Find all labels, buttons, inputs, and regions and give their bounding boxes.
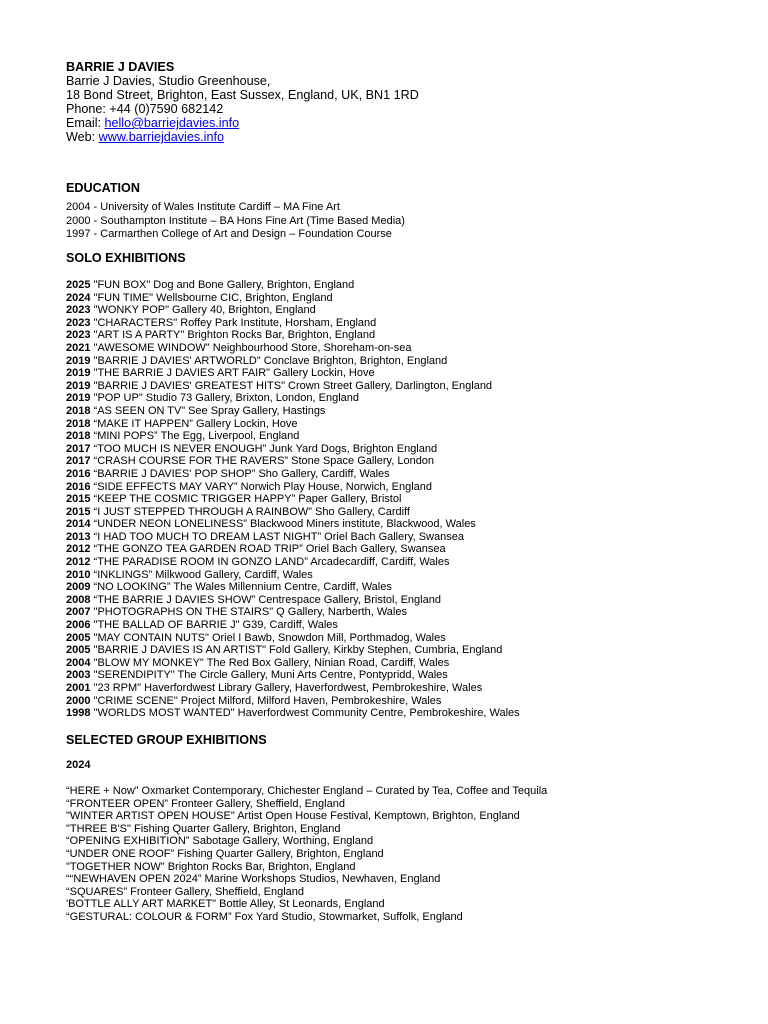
solo-exhibition-item bbox=[66, 304, 520, 317]
exhibition-details: “AS SEEN ON TV” See Spray Gallery, Hastings bbox=[90, 404, 326, 417]
solo-exhibition-item bbox=[66, 493, 520, 506]
solo-exhibition-item bbox=[66, 657, 520, 670]
exhibition-year: 2018 bbox=[66, 430, 91, 443]
group-exhibition-item: 'BOTTLE ALLY ART MARKET" Bottle Alley, St Leonards, England bbox=[66, 898, 385, 911]
solo-exhibition-item bbox=[66, 644, 520, 657]
exhibition-details: “THE BARRIE J DAVIES SHOW” Centrespace Gallery, Bristol, England bbox=[90, 593, 441, 606]
exhibition-details: "WONKY POP" Gallery 40, Brighton, England bbox=[90, 304, 316, 317]
phone: Phone: +44 (0)7590 682142 bbox=[66, 102, 224, 116]
exhibition-year: 2005 bbox=[66, 644, 91, 657]
exhibition-year: 2000 bbox=[66, 694, 91, 707]
group-exhibition-item: “GESTURAL: COLOUR & FORM” Fox Yard Studio, Stowmarket, Suffolk, England bbox=[66, 910, 463, 923]
exhibition-year: 2019 bbox=[66, 354, 91, 367]
solo-exhibition-item bbox=[66, 405, 520, 418]
exhibition-year: 2013 bbox=[66, 530, 91, 543]
exhibition-year: 2019 bbox=[66, 379, 91, 392]
email-row bbox=[66, 116, 419, 130]
solo-exhibition-item bbox=[66, 569, 520, 582]
exhibition-year: 2004 bbox=[66, 656, 91, 669]
group-exhibition-item: “SQUARES” Fronteer Gallery, Sheffield, England bbox=[66, 885, 305, 898]
exhibition-details: "ART IS A PARTY" Brighton Rocks Bar, Brighton, England bbox=[90, 329, 376, 342]
exhibition-year: 2001 bbox=[66, 682, 91, 694]
solo-exhibitions-heading: SOLO EXHIBITIONS bbox=[66, 251, 186, 265]
exhibition-year: 2006 bbox=[66, 619, 91, 632]
group-exhibition-item: "WINTER ARTIST OPEN HOUSE" Artist Open House Festival, Kemptown, Brighton, England bbox=[66, 810, 520, 823]
solo-exhibition-item bbox=[66, 682, 520, 695]
email-link[interactable]: hello@barriejdavies.info bbox=[104, 116, 240, 130]
exhibition-year: 2018 bbox=[66, 417, 91, 430]
solo-exhibition-item bbox=[66, 619, 520, 632]
exhibition-year: 1998 bbox=[66, 707, 91, 720]
web-row bbox=[66, 130, 419, 144]
exhibition-year: 2014 bbox=[66, 518, 91, 531]
group-exhibition-item: “OPENING EXHIBITION” Sabotage Gallery, Worthing, England bbox=[66, 835, 374, 848]
solo-exhibitions-list bbox=[66, 279, 520, 720]
exhibition-year: 2021 bbox=[66, 341, 91, 354]
solo-exhibition-item bbox=[66, 695, 520, 708]
group-exhibition-item: "TOGETHER NOW" Brighton Rocks Bar, Brighton, England bbox=[66, 860, 356, 873]
education-list bbox=[66, 201, 405, 242]
exhibition-year: 2019 bbox=[66, 392, 91, 405]
exhibition-year: 2010 bbox=[66, 568, 91, 581]
group-exhibitions-list bbox=[66, 785, 547, 924]
solo-exhibition-item bbox=[66, 543, 520, 556]
solo-exhibition-item bbox=[66, 606, 520, 619]
exhibition-details: "PHOTOGRAPHS ON THE STAIRS" Q Gallery, Narberth, Wales bbox=[90, 606, 407, 619]
exhibition-details: "CRIME SCENE" Project Milford, Milford Haven, Pembrokeshire, Wales bbox=[90, 694, 442, 707]
education-item: 1997 - Carmarthen College of Art and Design – Foundation Course bbox=[66, 228, 392, 241]
exhibition-year: 2012 bbox=[66, 556, 91, 569]
exhibition-year: 2023 bbox=[66, 316, 91, 329]
solo-exhibition-item bbox=[66, 707, 520, 720]
solo-exhibition-item bbox=[66, 556, 520, 569]
group-exhibition-item: ““NEWHAVEN OPEN 2024” Marine Workshops Studios, Newhaven, England bbox=[66, 873, 441, 886]
solo-exhibition-item bbox=[66, 292, 520, 305]
exhibition-details: "MAY CONTAIN NUTS" Oriel I Bawb, Snowdon Mill, Porthmadog, Wales bbox=[90, 631, 446, 644]
group-year-heading: 2024 bbox=[66, 759, 91, 771]
solo-exhibition-item bbox=[66, 455, 520, 468]
solo-exhibition-item bbox=[66, 531, 520, 544]
exhibition-year: 2012 bbox=[66, 543, 91, 556]
exhibition-year: 2005 bbox=[66, 631, 91, 644]
solo-exhibition-item bbox=[66, 329, 520, 342]
exhibition-details: “MINI POPS” The Egg, Liverpool, England bbox=[90, 430, 300, 443]
exhibition-year: 2008 bbox=[66, 593, 91, 606]
solo-exhibition-item bbox=[66, 468, 520, 481]
solo-exhibition-item bbox=[66, 392, 520, 405]
exhibition-year: 2015 bbox=[66, 493, 91, 506]
contact-header bbox=[66, 60, 419, 144]
exhibition-year: 2019 bbox=[66, 367, 91, 380]
exhibition-details: “SIDE EFFECTS MAY VARY” Norwich Play House, Norwich, England bbox=[90, 480, 432, 493]
group-exhibition-item: "THREE B'S" Fishing Quarter Gallery, Brighton, England bbox=[66, 822, 341, 835]
exhibition-year: 2007 bbox=[66, 606, 91, 619]
exhibition-details: "FUN BOX" Dog and Bone Gallery, Brighton, England bbox=[90, 279, 355, 291]
solo-exhibition-item bbox=[66, 594, 520, 607]
exhibition-year: 2018 bbox=[66, 404, 91, 417]
solo-exhibition-item bbox=[66, 367, 520, 380]
exhibition-year: 2024 bbox=[66, 291, 91, 304]
education-heading: EDUCATION bbox=[66, 181, 140, 195]
exhibition-year: 2023 bbox=[66, 329, 91, 342]
education-item: 2004 - University of Wales Institute Cardiff – MA Fine Art bbox=[66, 201, 340, 213]
solo-exhibition-item bbox=[66, 632, 520, 645]
exhibition-year: 2015 bbox=[66, 505, 91, 518]
exhibition-details: “KEEP THE COSMIC TRIGGER HAPPY” Paper Gallery, Bristol bbox=[90, 493, 402, 506]
web-link[interactable]: www.barriejdavies.info bbox=[98, 130, 224, 144]
exhibition-details: "FUN TIME" Wellsbourne CIC, Brighton, England bbox=[90, 291, 333, 304]
exhibition-details: “CRASH COURSE FOR THE RAVERS” Stone Space Gallery, London bbox=[90, 455, 435, 468]
exhibition-details: "BLOW MY MONKEY" The Red Box Gallery, Ninian Road, Cardiff, Wales bbox=[90, 656, 450, 669]
group-exhibition-item: “UNDER ONE ROOF” Fishing Quarter Gallery, Brighton, England bbox=[66, 847, 384, 860]
exhibition-details: "BARRIE J DAVIES IS AN ARTIST" Fold Gallery, Kirkby Stephen, Cumbria, England bbox=[90, 644, 503, 657]
solo-exhibition-item bbox=[66, 418, 520, 431]
exhibition-year: 2017 bbox=[66, 442, 91, 455]
exhibition-details: “THE GONZO TEA GARDEN ROAD TRIP” Oriel Bach Gallery, Swansea bbox=[90, 543, 446, 556]
solo-exhibition-item bbox=[66, 380, 520, 393]
exhibition-year: 2016 bbox=[66, 480, 91, 493]
exhibition-details: "23 RPM" Haverfordwest Library Gallery, Haverfordwest, Pembrokeshire, Wales bbox=[90, 682, 483, 694]
exhibition-year: 2009 bbox=[66, 581, 91, 594]
group-exhibitions-heading: SELECTED GROUP EXHIBITIONS bbox=[66, 733, 267, 747]
solo-exhibition-item bbox=[66, 355, 520, 368]
exhibition-year: 2025 bbox=[66, 279, 91, 291]
solo-exhibition-item bbox=[66, 279, 520, 292]
education-item: 2000 - Southampton Institute – BA Hons Fine Art (Time Based Media) bbox=[66, 214, 405, 227]
solo-exhibition-item bbox=[66, 443, 520, 456]
group-exhibition-item: “HERE + Now” Oxmarket Contemporary, Chichester England – Curated by Tea, Coffee and Tequila bbox=[66, 785, 548, 797]
exhibition-details: "BARRIE J DAVIES' ARTWORLD" Conclave Brighton, Brighton, England bbox=[90, 354, 448, 367]
address-line-1: Barrie J Davies, Studio Greenhouse, bbox=[66, 74, 271, 88]
group-exhibition-item: “FRONTEER OPEN” Fronteer Gallery, Sheffield, England bbox=[66, 797, 345, 810]
solo-exhibition-item bbox=[66, 518, 520, 531]
exhibition-details: “THE PARADISE ROOM IN GONZO LAND” Arcadecardiff, Cardiff, Wales bbox=[90, 556, 450, 569]
solo-exhibition-item bbox=[66, 317, 520, 330]
email-label: Email: bbox=[66, 116, 105, 130]
exhibition-year: 2016 bbox=[66, 467, 91, 480]
exhibition-details: “BARRIE J DAVIES' POP SHOP” Sho Gallery, Cardiff, Wales bbox=[90, 467, 390, 480]
exhibition-details: “NO LOOKING” The Wales Millennium Centre, Cardiff, Wales bbox=[90, 581, 392, 594]
exhibition-details: "THE BARRIE J DAVIES ART FAIR" Gallery Lockin, Hove bbox=[90, 367, 375, 380]
address-line-2: 18 Bond Street, Brighton, East Sussex, England, UK, BN1 1RD bbox=[66, 88, 419, 102]
solo-exhibition-item bbox=[66, 669, 520, 682]
exhibition-details: "THE BALLAD OF BARRIE J" G39, Cardiff, Wales bbox=[90, 619, 338, 632]
solo-exhibition-item bbox=[66, 506, 520, 519]
web-label: Web: bbox=[66, 130, 99, 144]
solo-exhibition-item bbox=[66, 481, 520, 494]
exhibition-year: 2017 bbox=[66, 455, 91, 468]
exhibition-details: “INKLINGS” Milkwood Gallery, Cardiff, Wales bbox=[90, 568, 313, 581]
exhibition-year: 2023 bbox=[66, 304, 91, 317]
solo-exhibition-item bbox=[66, 581, 520, 594]
exhibition-details: "SERENDIPITY" The Circle Gallery, Muni Arts Centre, Pontypridd, Wales bbox=[90, 669, 448, 682]
exhibition-details: "POP UP" Studio 73 Gallery, Brixton, London, England bbox=[90, 392, 359, 405]
solo-exhibition-item bbox=[66, 342, 520, 355]
exhibition-details: “MAKE IT HAPPEN” Gallery Lockin, Hove bbox=[90, 417, 298, 430]
artist-name: BARRIE J DAVIES bbox=[66, 60, 175, 74]
exhibition-details: “I JUST STEPPED THROUGH A RAINBOW” Sho Gallery, Cardiff bbox=[90, 505, 410, 518]
exhibition-details: "AWESOME WINDOW" Neighbourhood Store, Shoreham-on-sea bbox=[90, 341, 412, 354]
exhibition-details: "BARRIE J DAVIES' GREATEST HITS" Crown Street Gallery, Darlington, England bbox=[90, 379, 493, 392]
exhibition-details: "WORLDS MOST WANTED" Haverfordwest Community Centre, Pembrokeshire, Wales bbox=[90, 707, 520, 720]
exhibition-details: “UNDER NEON LONELINESS” Blackwood Miners institute, Blackwood, Wales bbox=[90, 518, 476, 531]
solo-exhibition-item bbox=[66, 430, 520, 443]
exhibition-year: 2003 bbox=[66, 669, 91, 682]
exhibition-details: “TOO MUCH IS NEVER ENOUGH” Junk Yard Dogs, Brighton England bbox=[90, 442, 438, 455]
exhibition-details: "CHARACTERS" Roffey Park Institute, Horsham, England bbox=[90, 316, 377, 329]
exhibition-details: “I HAD TOO MUCH TO DREAM LAST NIGHT” Oriel Bach Gallery, Swansea bbox=[90, 530, 464, 543]
